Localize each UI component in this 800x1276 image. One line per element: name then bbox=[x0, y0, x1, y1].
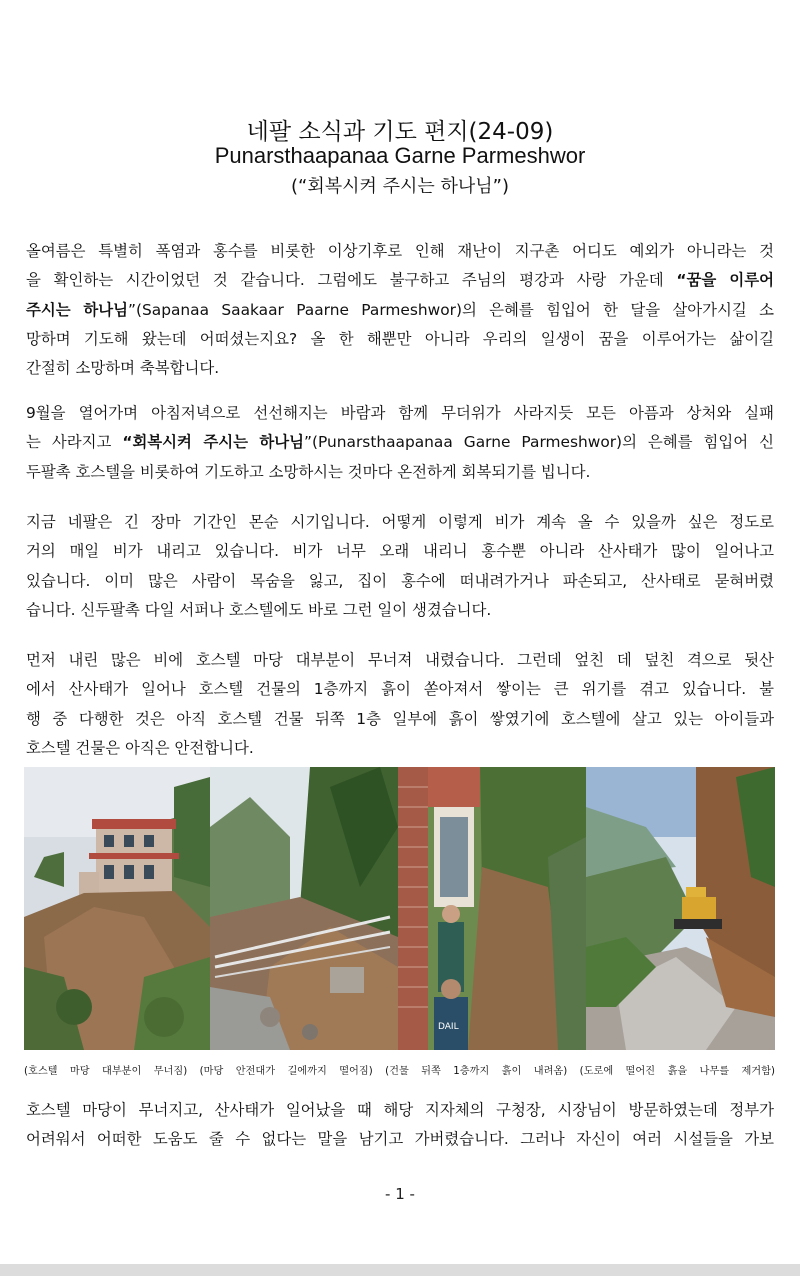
dail-vest-text: DAIL bbox=[438, 1022, 459, 1032]
text-line: 거의 매일 비가 내리고 있습니다. 비가 너무 오래 내리니 홍수뿐 아니라 산사태가 많이 일어나고 bbox=[26, 542, 774, 561]
text-line: 어려워서 어떠한 도움도 줄 수 없다는 말을 남기고 가버렸습니다. 그러나 자신이 여러 시설들을 가보 bbox=[26, 1130, 774, 1149]
emphasis-text: “회복시켜 주시는 하나님 bbox=[122, 433, 305, 452]
photo-fallen-railing bbox=[210, 767, 398, 1050]
photo-caption-2: (마당 안전대가 길에까지 떨어짐) bbox=[199, 1066, 373, 1077]
text-line: 호스텔 마당이 무너지고, 산사태가 일어났을 때 해당 지자체의 구청장, 시장님이 방문하였는데 정부가 bbox=[26, 1101, 774, 1119]
text-line: 호스텔 건물은 아직은 안전합니다. bbox=[26, 738, 254, 757]
text-line: 지금 네팔은 긴 장마 기간인 몬순 시기입니다. 어떻게 이렇게 비가 계속 올 수 있을까 싶은 정도로 bbox=[26, 513, 774, 531]
text-line: 9월을 열어가며 아침저녁으로 선선해지는 바람과 함께 무더위가 사라지듯 모든 아픔과 상처와 실패 bbox=[26, 404, 774, 422]
paragraph-monsoon bbox=[26, 508, 774, 625]
text-line: 두팔촉 호스텔을 비롯하여 기도하고 소망하시는 것마다 온전하게 회복되기를 빕니다. bbox=[26, 462, 591, 481]
page-number: - 1 - bbox=[385, 1185, 415, 1203]
photo-soil-behind-building bbox=[398, 767, 586, 1050]
paragraph-hostel-damage bbox=[26, 646, 774, 763]
photo-captions bbox=[24, 1062, 775, 1077]
text-line: 주시는 하나님”(Sapanaa Saakaar Paarne Parmeshwor)의 은혜를 힘입어 한 달을 살아가시길 소 bbox=[26, 300, 774, 319]
viewer-bottom-bar bbox=[0, 1264, 800, 1276]
photo-strip bbox=[24, 767, 775, 1050]
photo-caption-4: (도로에 떨어진 흙을 나무를 제거함) bbox=[579, 1066, 775, 1077]
paragraph-summer-greeting bbox=[26, 237, 774, 383]
emphasis-text: 주시는 하나님 bbox=[26, 300, 129, 319]
paragraph-official-visit bbox=[26, 1096, 774, 1155]
text-line: 망하며 기도해 왔는데 어떠셨는지요? 올 한 해뿐만 아니라 우리의 일생이 꿈을 이루어가는 삶이길 bbox=[26, 329, 774, 348]
text-line: 는 사라지고 “회복시켜 주시는 하나님”(Punarsthaapanaa Garne Parmeshwor)의 은혜를 힘입어 신 bbox=[26, 433, 774, 452]
text-line: 습니다. 신두팔촉 다일 서퍼나 호스텔에도 바로 그런 일이 생겼습니다. bbox=[26, 600, 492, 619]
text-line: 먼저 내린 많은 비에 호스텔 마당 대부분이 무너져 내렸습니다. 그런데 엎친 데 덮친 격으로 뒷산 bbox=[26, 651, 774, 669]
photo-caption-1: (호스텔 마당 대부분이 무너짐) bbox=[24, 1066, 188, 1077]
text-line: 간절히 소망하며 축복합니다. bbox=[26, 359, 220, 378]
emphasis-text: “꿈을 이루어 bbox=[676, 271, 774, 290]
letter-title-nepali: Punarsthaapanaa Garne Parmeshwor bbox=[214, 143, 586, 168]
photo-caption-3: (건물 뒤쪽 1층까지 흙이 내려옴) bbox=[385, 1066, 568, 1077]
text-line: 올여름은 특별히 폭염과 홍수를 비롯한 이상기후로 인해 재난이 지구촌 어디도 예외가 아니라는 것 bbox=[26, 242, 774, 260]
text-line: 있습니다. 이미 많은 사람이 목숨을 잃고, 집이 홍수에 떠내려가거나 파손되고, 산사태로 묻혀버렸 bbox=[26, 571, 774, 590]
photo-collapsed-yard bbox=[24, 767, 210, 1050]
text-line: 을 확인하는 시간이었던 것 같습니다. 그럼에도 불구하고 주님의 평강과 사랑 가운데 “꿈을 이루어 bbox=[26, 271, 774, 290]
letter-subtitle: (“회복시켜 주시는 하나님”) bbox=[290, 176, 510, 197]
text-line: 에서 산사태가 일어나 호스텔 건물의 1층까지 흙이 쏟아져서 쌓이는 큰 위기를 겪고 있습니다. 불 bbox=[26, 680, 774, 699]
paragraph-september-blessing bbox=[26, 399, 774, 487]
letter-title: 네팔 소식과 기도 편지(24-09) bbox=[246, 119, 554, 145]
text-line: 행 중 다행한 것은 아직 호스텔 건물 뒤쪽 1층 일부에 흙이 쌓였기에 호스텔에 살고 있는 아이들과 bbox=[26, 709, 774, 728]
photo-road-clearing bbox=[586, 767, 775, 1050]
